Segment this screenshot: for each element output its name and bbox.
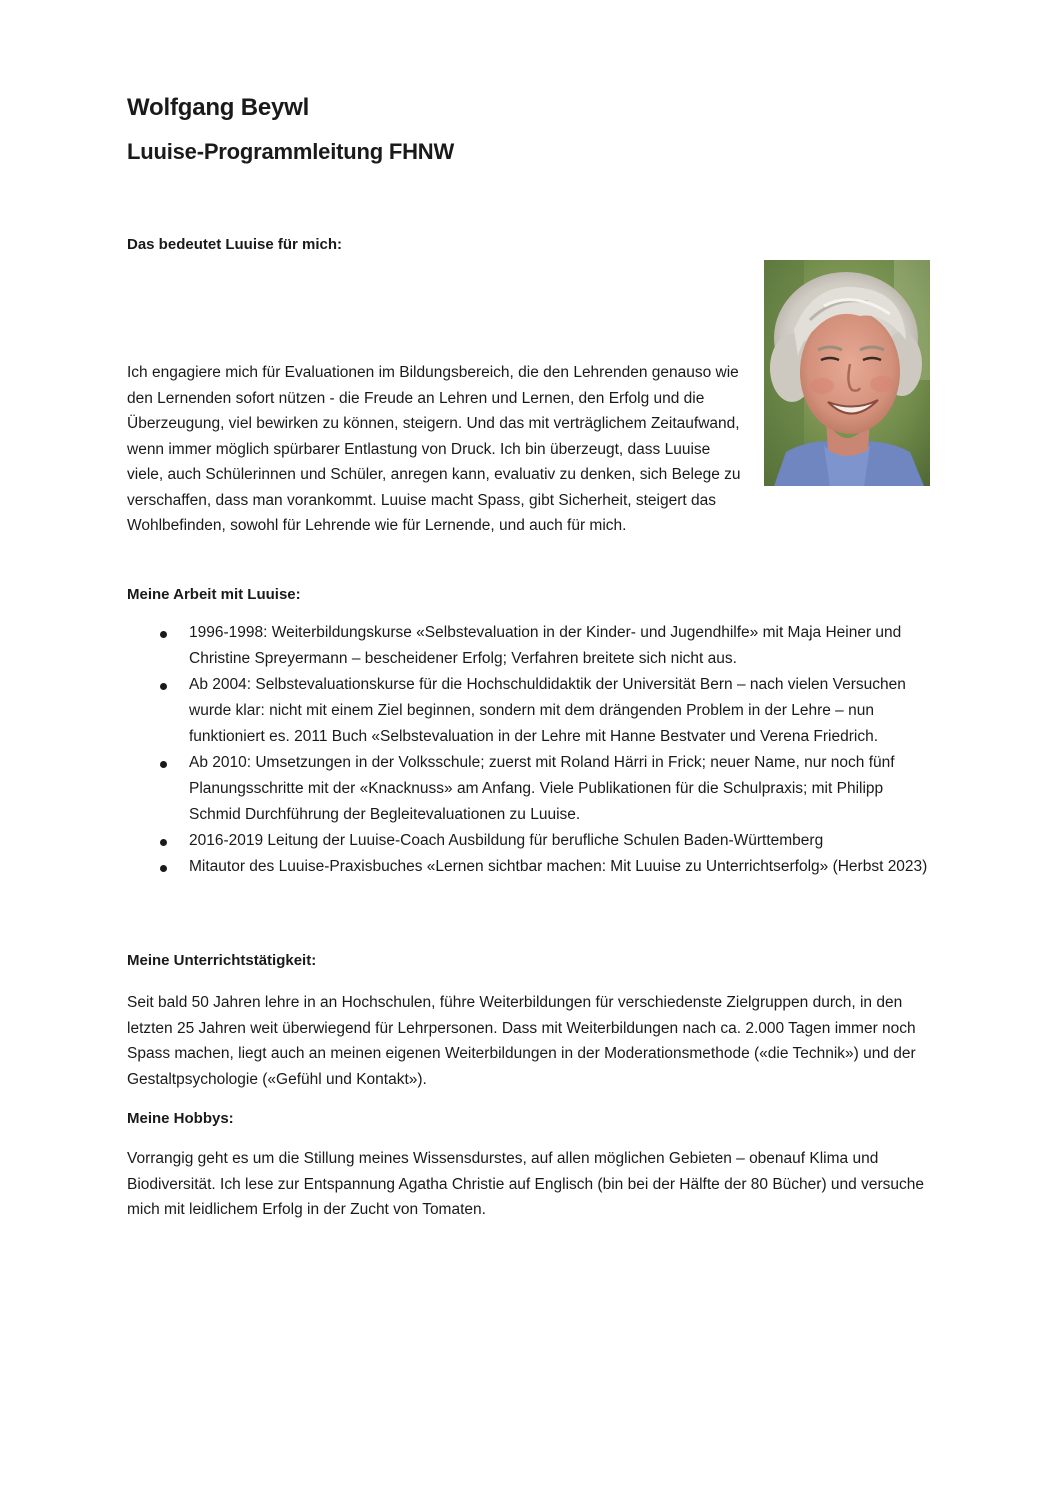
list-item bbox=[127, 620, 929, 672]
person-role: Luuise-Programmleitung FHNW bbox=[127, 139, 455, 164]
list-item-text: 1996-1998: Weiterbildungskurse «Selbstevaluation in der Kinder- und Jugendhilfe» mit Maja Heiner und Christine Spreyermann – bescheidener Erfolg; Verfahren breitete sich nicht aus. bbox=[189, 624, 902, 667]
teaching-paragraph: Seit bald 50 Jahren lehre in an Hochschulen, führe Weiterbildungen für verschiedenste Zielgruppen durch, in den letzten 25 Jahren weit überwiegend für Lehrpersonen. Dass mit Weiterbildungen nach ca. 2.000 Tagen immer noch Spass machen, liegt auch an meinen eigenen Weiterbildungen in der Moderationsmethode («die Technik») und der Gestaltpsychologie («Gefühl und Kontakt»). bbox=[127, 994, 916, 1088]
list-item bbox=[127, 828, 929, 854]
list-item-text: Ab 2004: Selbstevaluationskurse für die Hochschuldidaktik der Universität Bern – nach vielen Versuchen wurde klar: nicht mit einem Ziel beginnen, sondern mit dem drängenden Problem in der Lehre – nun funktioniert es. 2011 Buch «Selbstevaluation in der Lehre mit Hanne Bestvater und Verena Friedrich. bbox=[189, 676, 906, 745]
bullet-icon bbox=[160, 761, 167, 768]
list-item bbox=[127, 854, 929, 880]
portrait-icon bbox=[764, 260, 930, 486]
list-item bbox=[127, 750, 929, 828]
intro-heading: Das bedeutet Luuise für mich: bbox=[127, 236, 343, 253]
person-name: Wolfgang Beywl bbox=[127, 94, 310, 121]
hobbies-paragraph: Vorrangig geht es um die Stillung meines Wissensdurstes, auf allen möglichen Gebieten – obenauf Klima und Biodiversität. Ich lese zur Entspannung Agatha Christie auf Englisch (bin bei der Hälfte der 80 Bücher) und versuche mich mit leidlichem Erfolg in der Zucht von Tomaten. bbox=[127, 1150, 924, 1218]
bullet-icon bbox=[160, 683, 167, 690]
document-content bbox=[127, 88, 929, 1218]
work-heading: Meine Arbeit mit Luuise: bbox=[127, 586, 301, 603]
work-list bbox=[127, 620, 929, 880]
bullet-icon bbox=[160, 839, 167, 846]
list-item bbox=[127, 672, 929, 750]
portrait-photo bbox=[764, 260, 930, 486]
hobbies-heading: Meine Hobbys: bbox=[127, 1110, 234, 1127]
bullet-icon bbox=[160, 631, 167, 638]
list-item-text: Ab 2010: Umsetzungen in der Volksschule; zuerst mit Roland Härri in Frick; neuer Name, nur noch fünf Planungsschritte mit der «Knacknuss» am Anfang. Viele Publikationen für die Schulpraxis; mit Philipp Schmid Durchführung der Begleitevaluationen zu Luuise. bbox=[189, 754, 895, 823]
bullet-icon bbox=[160, 865, 167, 872]
list-item-text: 2016-2019 Leitung der Luuise-Coach Ausbildung für berufliche Schulen Baden-Württemberg bbox=[189, 832, 824, 849]
list-item-text: Mitautor des Luuise-Praxisbuches «Lernen sichtbar machen: Mit Luuise zu Unterrichtserfolg» (Herbst 2023) bbox=[189, 858, 928, 875]
teaching-heading: Meine Unterrichtstätigkeit: bbox=[127, 952, 317, 969]
intro-paragraph: Ich engagiere mich für Evaluationen im Bildungsbereich, die den Lehrenden genauso wie den Lernenden sofort nützen - die Freude an Lehren und Lernen, den Erfolg und die Überzeugung, viel bewirken zu können, steigern. Und das mit verträglichem Zeitaufwand, wenn immer möglich spürbarer Entlastung von Druck. Ich bin überzeugt, dass Luuise viele, auch Schülerinnen und Schüler, anregen kann, evaluativ zu denken, sich Belege zu verschaffen, dass man vorankommt. Luuise macht Spass, gibt Sicherheit, steigert das Wohlbefinden, sowohl für Lehrende wie für Lernende, und auch für mich. bbox=[127, 364, 741, 534]
